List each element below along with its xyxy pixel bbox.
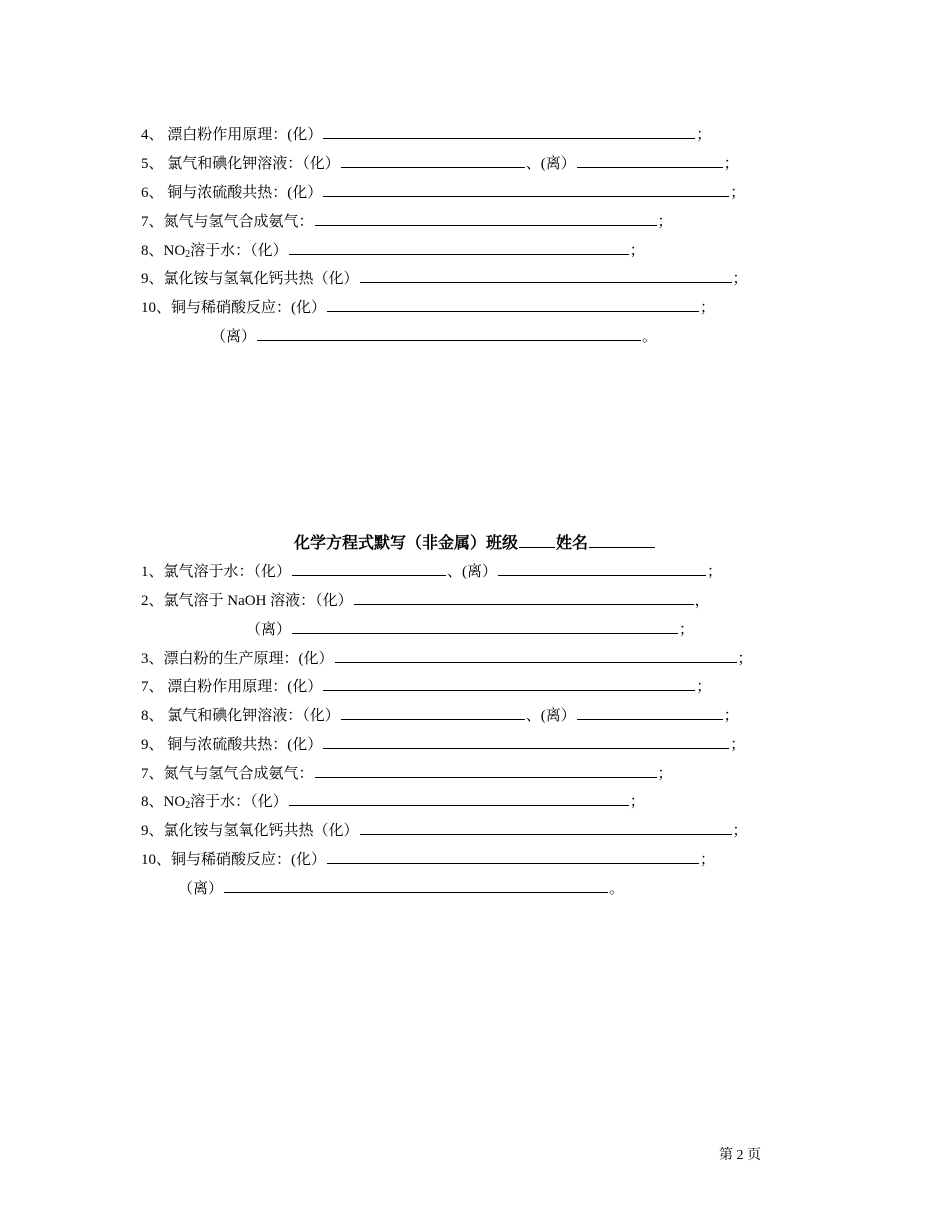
question-line: （离） ；: [246, 619, 694, 641]
section-title: 化学方程式默写（非金属）班级 姓名: [0, 532, 950, 554]
question-line: 5、 氯气和碘化钾溶液：（化） 、(离） ；: [141, 153, 739, 175]
answer-blank[interactable]: [327, 297, 699, 312]
answer-blank[interactable]: [289, 240, 629, 255]
answer-blank[interactable]: [577, 153, 723, 168]
question-line: （离） 。: [178, 878, 624, 900]
answer-blank[interactable]: [257, 326, 641, 341]
question-line: 9、氯化铵与氢氧化钙共热（化） ；: [141, 820, 748, 842]
question-line: 3、漂白粉的生产原理：(化） ；: [141, 648, 753, 670]
question-line: 10、铜与稀硝酸反应：(化） ；: [141, 849, 715, 871]
answer-blank[interactable]: [315, 763, 657, 778]
answer-blank[interactable]: [292, 561, 446, 576]
answer-blank[interactable]: [354, 590, 694, 605]
answer-blank[interactable]: [360, 268, 732, 283]
answer-blank[interactable]: [341, 153, 525, 168]
answer-blank[interactable]: [289, 791, 629, 806]
question-line: （离） 。: [211, 326, 657, 348]
answer-blank[interactable]: [323, 676, 695, 691]
question-line: 7、 漂白粉作用原理：(化） ；: [141, 676, 711, 698]
question-line: 6、 铜与浓硫酸共热：(化） ；: [141, 182, 745, 204]
question-line: 8、$NO_2$溶于水：（化） ；: [141, 791, 645, 813]
question-line: 4、 漂白粉作用原理：(化） ；: [141, 124, 711, 146]
class-blank[interactable]: [519, 533, 555, 548]
answer-blank[interactable]: [335, 648, 737, 663]
question-line: 1、氯气溶于水：（化） 、(离） ；: [141, 561, 722, 583]
question-line: 8、$NO_2$溶于水：（化） ；: [141, 240, 645, 262]
question-line: 2、氯气溶于 NaOH 溶液：（化） ，: [141, 590, 710, 612]
question-line: 10、铜与稀硝酸反应：(化） ；: [141, 297, 715, 319]
name-blank[interactable]: [589, 533, 655, 548]
answer-blank[interactable]: [327, 849, 699, 864]
answer-blank[interactable]: [577, 705, 723, 720]
answer-blank[interactable]: [360, 820, 732, 835]
question-line: 7、氮气与氢气合成氨气： ；: [141, 763, 673, 785]
answer-blank[interactable]: [323, 182, 729, 197]
answer-blank[interactable]: [224, 878, 608, 893]
question-line: 7、氮气与氢气合成氨气： ；: [141, 211, 673, 233]
answer-blank[interactable]: [292, 619, 678, 634]
page-number: 第 2 页: [719, 1148, 761, 1163]
question-line: 8、 氯气和碘化钾溶液：（化） 、(离） ；: [141, 705, 739, 727]
answer-blank[interactable]: [315, 211, 657, 226]
answer-blank[interactable]: [323, 734, 729, 749]
answer-blank[interactable]: [341, 705, 525, 720]
question-line: 9、氯化铵与氢氧化钙共热（化） ；: [141, 268, 748, 290]
answer-blank[interactable]: [498, 561, 706, 576]
question-line: 9、 铜与浓硫酸共热：(化） ；: [141, 734, 745, 756]
answer-blank[interactable]: [323, 124, 695, 139]
